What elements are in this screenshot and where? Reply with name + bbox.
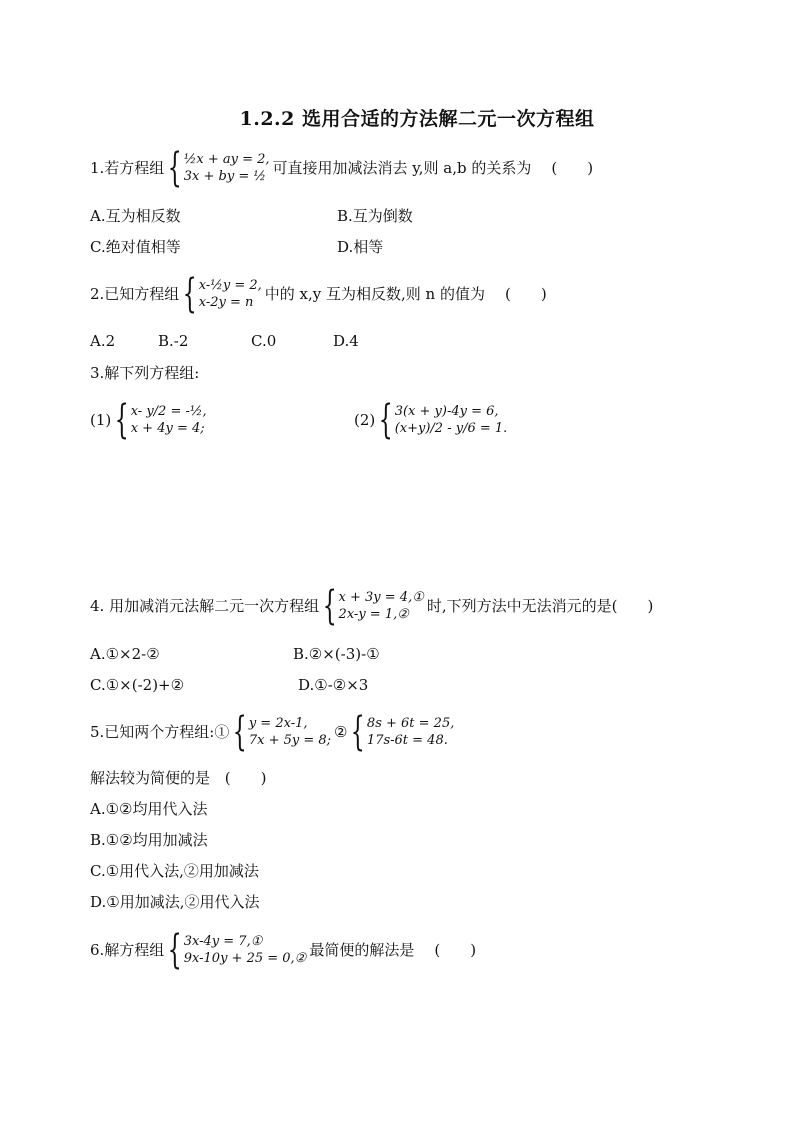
q4-prefix: 4. 用加减消元法解二元一次方程组 bbox=[90, 597, 320, 615]
q6-eq2: 9x-10y + 25 = 0,② bbox=[183, 951, 307, 966]
brace-icon: { bbox=[322, 583, 337, 629]
page-title: 1.2.2 选用合适的方法解二元一次方程组 bbox=[239, 108, 595, 130]
q3-p1-equation-system bbox=[113, 397, 207, 443]
q4-suffix: 时,下列方法中无法消元的是 bbox=[426, 597, 612, 615]
q3-part-2 bbox=[354, 397, 510, 443]
q1-suffix: 可直接用加减法消去 y,则 a,b 的关系为 bbox=[272, 159, 532, 177]
q2-prefix: 2.已知方程组 bbox=[90, 285, 180, 303]
q2-answer-blank: ( ) bbox=[505, 285, 547, 303]
q2-suffix: 中的 x,y 互为相反数,则 n 的值为 bbox=[264, 285, 485, 303]
brace-icon: { bbox=[168, 927, 183, 973]
q5-mid: ② bbox=[334, 723, 348, 741]
q2-equation-system bbox=[181, 271, 262, 317]
q6-eq1: 3x-4y = 7,① bbox=[183, 934, 263, 949]
q2-eq1: x-½y = 2, bbox=[198, 278, 262, 293]
brace-icon: { bbox=[233, 709, 248, 755]
question-4 bbox=[90, 583, 654, 629]
q3-p2-eq2: (x+y)/2 - y/6 = 1. bbox=[394, 421, 508, 436]
q1-eq2: 3x + by = ½ bbox=[183, 169, 266, 184]
q4-eq1: x + 3y = 4,① bbox=[338, 590, 424, 605]
q3-part-1-label: (1) bbox=[90, 411, 112, 429]
q5-a-eq1: y = 2x-1, bbox=[248, 716, 308, 731]
q2-option-d: D.4 bbox=[333, 332, 359, 350]
brace-icon: { bbox=[114, 397, 129, 443]
q5-system-b bbox=[349, 709, 455, 755]
question-5 bbox=[90, 709, 457, 755]
q3-p1-eq1: x- y/2 = -½, bbox=[130, 404, 207, 419]
brace-icon: { bbox=[351, 709, 366, 755]
q3-part-1 bbox=[90, 397, 210, 443]
q5-option-a: A.①②均用代入法 bbox=[90, 800, 208, 818]
brace-icon: { bbox=[168, 145, 183, 191]
q3-part-2-label: (2) bbox=[354, 411, 376, 429]
q6-suffix: 最简便的解法是 bbox=[309, 941, 415, 959]
q5-answer-blank: ( ) bbox=[224, 769, 267, 787]
q5-question bbox=[90, 769, 267, 787]
q1-option-a: A.互为相反数 bbox=[90, 207, 181, 225]
q2-eq2: x-2y = n bbox=[198, 295, 254, 310]
question-3: 3.解下列方程组: bbox=[90, 364, 200, 382]
q4-option-b: B.②×(-3)-① bbox=[293, 645, 380, 663]
q1-prefix: 1.若方程组 bbox=[90, 159, 165, 177]
q5-b-eq1: 8s + 6t = 25, bbox=[366, 716, 455, 731]
q1-equation-system bbox=[166, 145, 270, 191]
question-2 bbox=[90, 271, 547, 317]
q1-option-c: C.绝对值相等 bbox=[90, 238, 181, 256]
q5-b-eq2: 17s-6t = 48. bbox=[366, 733, 448, 748]
brace-icon: { bbox=[183, 271, 198, 317]
q5-option-b: B.①②均用加减法 bbox=[90, 831, 208, 849]
q4-answer-blank: ( ) bbox=[611, 597, 654, 615]
question-1 bbox=[90, 145, 594, 191]
q2-option-a: A.2 bbox=[90, 332, 116, 350]
q4-option-d: D.①-②×3 bbox=[298, 676, 369, 694]
q3-p2-equation-system bbox=[377, 397, 508, 443]
q5-prefix: 5.已知两个方程组:① bbox=[90, 723, 230, 741]
brace-icon: { bbox=[378, 397, 393, 443]
q4-equation-system bbox=[321, 583, 424, 629]
q3-p1-eq2: x + 4y = 4; bbox=[130, 421, 205, 436]
q4-option-c: C.①×(-2)+② bbox=[90, 676, 185, 694]
q5-a-eq2: 7x + 5y = 8; bbox=[248, 733, 332, 748]
q6-equation-system bbox=[166, 927, 307, 973]
q1-answer-blank: ( ) bbox=[551, 159, 594, 177]
q5-system-a bbox=[231, 709, 332, 755]
question-6 bbox=[90, 927, 477, 973]
q5-option-c: C.①用代入法,②用加减法 bbox=[90, 862, 259, 880]
q3-p2-eq1: 3(x + y)-4y = 6, bbox=[394, 404, 499, 419]
q4-option-a: A.①×2-② bbox=[90, 645, 160, 663]
q1-option-b: B.互为倒数 bbox=[337, 207, 413, 225]
q5-question-text: 解法较为简便的是 bbox=[90, 769, 211, 787]
q4-eq2: 2x-y = 1,② bbox=[338, 607, 409, 622]
q6-answer-blank: ( ) bbox=[434, 941, 477, 959]
q5-option-d: D.①用加减法,②用代入法 bbox=[90, 893, 260, 911]
q6-prefix: 6.解方程组 bbox=[90, 941, 165, 959]
q1-option-d: D.相等 bbox=[337, 238, 384, 256]
q1-eq1: ½x + ay = 2, bbox=[183, 152, 270, 167]
q2-option-c: C.0 bbox=[251, 332, 277, 350]
q2-option-b: B.-2 bbox=[158, 332, 189, 350]
